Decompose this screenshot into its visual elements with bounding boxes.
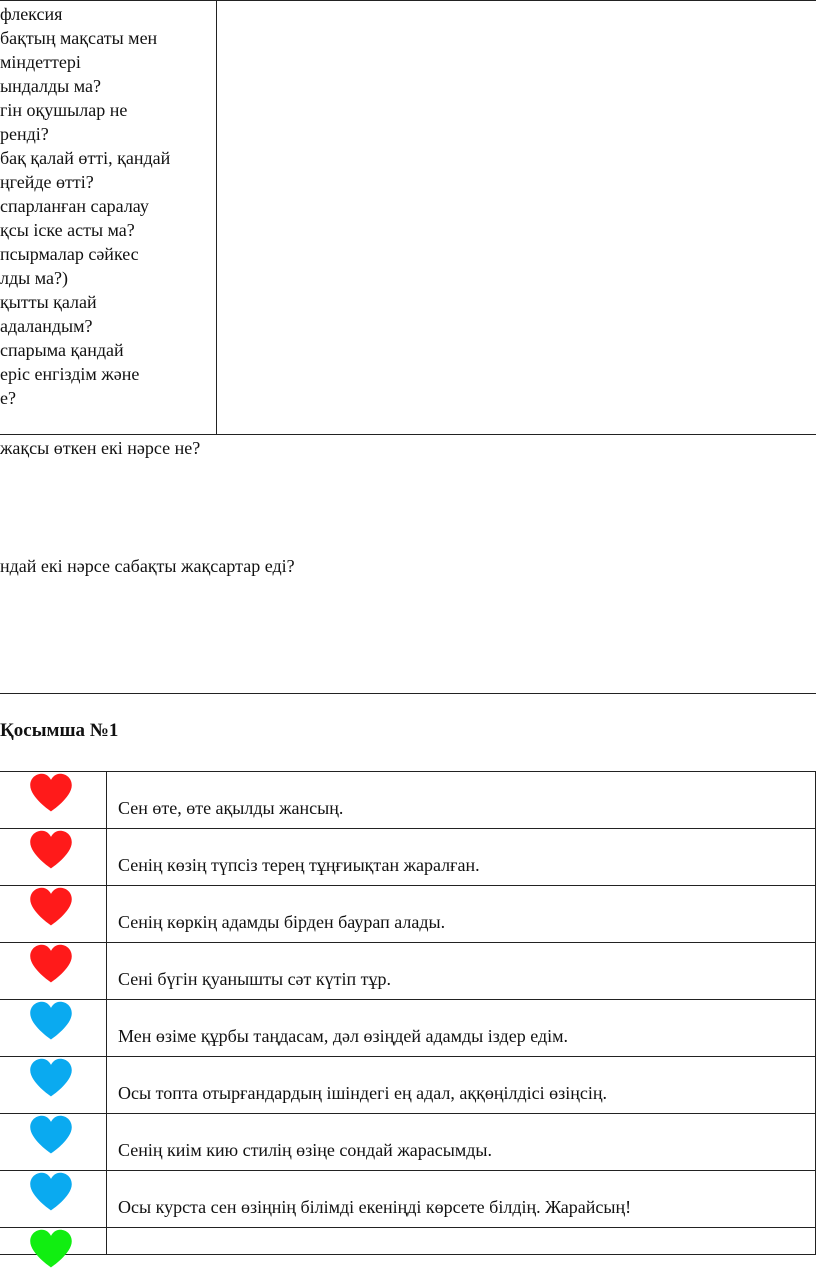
reflection-line: еріс енгіздім және — [0, 364, 140, 384]
heart-icon — [22, 1001, 80, 1041]
table-row — [0, 771, 816, 828]
question-went-well: жақсы өткен екі нәрсе не? — [0, 438, 201, 458]
question-improve: ндай екі нәрсе сабақты жақсартар еді? — [0, 556, 295, 576]
reflection-line: бақтың мақсаты мен — [0, 28, 158, 48]
heart-icon — [22, 830, 80, 870]
heart-icon — [22, 1229, 80, 1269]
compliment-text: Мен өзіме құрбы таңдасам, дәл өзіңдей адамды іздер едім. — [118, 1026, 568, 1046]
table-row — [0, 1056, 816, 1113]
compliment-text: Осы топта отырғандардың ішіндегі ең адал, аққөңілдісі өзіңсің. — [118, 1083, 607, 1103]
reflection-line: адаландым? — [0, 316, 93, 336]
reflection-line: ренді? — [0, 124, 49, 144]
reflection-line: гін оқушылар не — [0, 100, 128, 120]
table-row — [0, 942, 816, 999]
reflection-line: флексия — [0, 4, 63, 24]
compliment-text: Сені бүгін қуанышты сәт күтіп тұр. — [118, 969, 392, 989]
heart-icon — [22, 1115, 80, 1155]
reflection-line: қсы іске асты ма? — [0, 220, 135, 240]
section-divider — [0, 693, 816, 694]
reflection-line: ындалды ма? — [0, 76, 102, 96]
reflection-prompt-cell — [0, 2, 214, 410]
reflection-line: қытты қалай — [0, 292, 97, 312]
table-row — [0, 828, 816, 885]
table-row — [0, 999, 816, 1056]
compliment-text: Сенің киім кию стилің өзіңе сондай жарасымды. — [118, 1140, 492, 1160]
reflection-table-top-border — [0, 0, 816, 1]
reflection-line: ңгейде өтті? — [0, 172, 94, 192]
reflection-line: міндеттері — [0, 52, 81, 72]
reflection-table-bottom-border — [0, 434, 816, 435]
compliment-text: Осы курста сен өзіңнің білімді екеніңді көрсете білдің. Жарайсың! — [118, 1197, 632, 1217]
reflection-line: спарыма қандай — [0, 340, 124, 360]
heart-icon — [22, 887, 80, 927]
table-row-border — [0, 1254, 816, 1255]
compliment-text: Сенің көркің адамды бірден баурап алады. — [118, 912, 446, 932]
table-row — [0, 885, 816, 942]
reflection-line: лды ма?) — [0, 268, 68, 288]
table-row — [0, 1113, 816, 1170]
compliment-text: Сенің көзің түпсіз терең тұңғиықтан жаралған. — [118, 855, 480, 875]
reflection-table-divider — [216, 0, 217, 434]
reflection-line: е? — [0, 388, 16, 408]
reflection-line: псырмалар сәйкес — [0, 244, 139, 264]
heart-icon — [22, 773, 80, 813]
table-row — [0, 1170, 816, 1227]
compliment-text: Сен өте, өте ақылды жансың. — [118, 798, 344, 818]
reflection-line: спарланған саралау — [0, 196, 149, 216]
appendix-title: Қосымша №1 — [0, 720, 119, 741]
reflection-line: бақ қалай өтті, қандай — [0, 148, 171, 168]
heart-icon — [22, 944, 80, 984]
table-row — [0, 1227, 816, 1254]
heart-icon — [22, 1058, 80, 1098]
heart-icon — [22, 1172, 80, 1212]
